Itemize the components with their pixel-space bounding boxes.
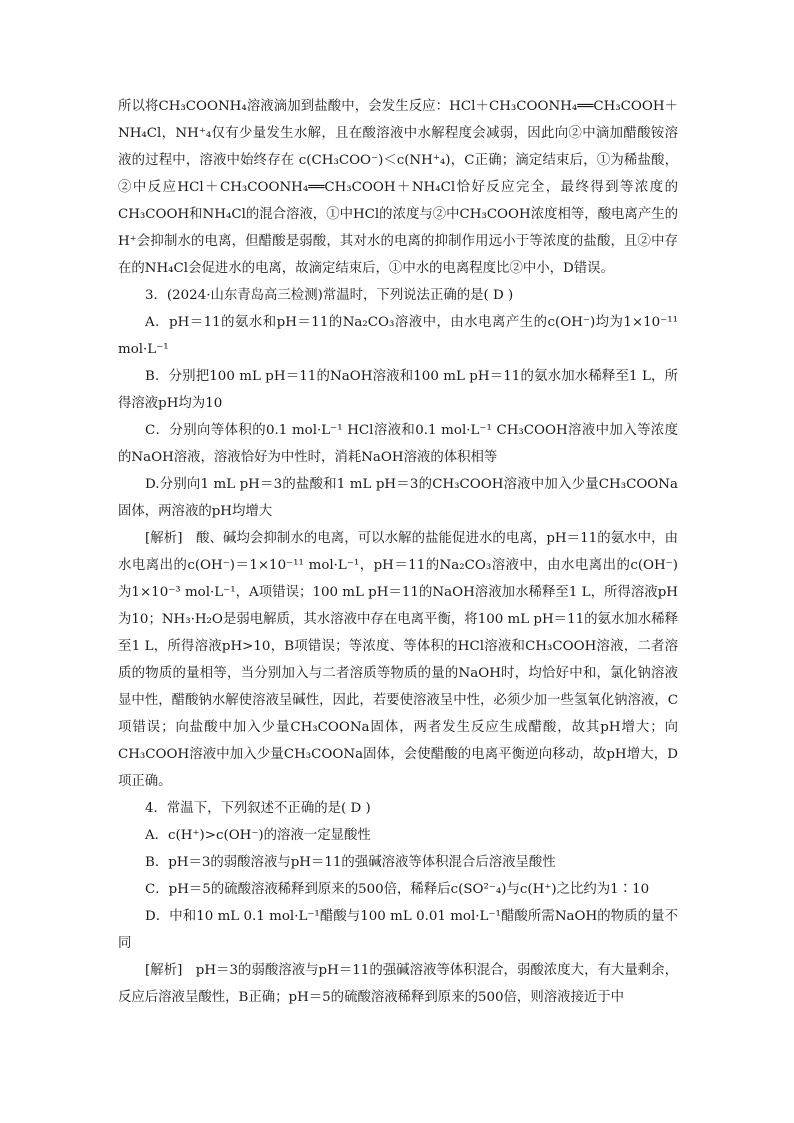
question-3-stem: 3．(2024·山东青岛高三检测)常温时，下列说法正确的是( D ) bbox=[145, 288, 514, 303]
question-3-option-c: C．分别向等体积的0.1 mol·L⁻¹ HCl溶液和0.1 mol·L⁻¹ CH₃COOH溶液中加入等浓度的NaOH溶液，溶液恰好为中性时，消耗NaOH溶液的体积相等 bbox=[118, 423, 678, 465]
question-4-option-b: B．pH＝3的弱酸溶液与pH＝11的强碱溶液等体积混合后溶液呈酸性 bbox=[145, 855, 556, 870]
question-4-option-d: D．中和10 mL 0.1 mol·L⁻¹醋酸与100 mL 0.01 mol·L⁻¹醋酸所需NaOH的物质的量不同 bbox=[118, 909, 678, 951]
question-3-option-d: D.分别向1 mL pH＝3的盐酸和1 mL pH＝3的CH₃COOH溶液中加入少量CH₃COONa固体，两溶液的pH均增大 bbox=[118, 477, 678, 519]
question-4-analysis: [解析] pH＝3的弱酸溶液与pH＝11的强碱溶液等体积混合，弱酸浓度大，有大量剩余，反应后溶液呈酸性，B正确；pH＝5的硫酸溶液稀释到原来的500倍，则溶液接近于中 bbox=[118, 963, 678, 1005]
question-4-option-c: C．pH＝5的硫酸溶液稀释到原来的500倍，稀释后c(SO²⁻₄)与c(H⁺)之比约为1∶10 bbox=[145, 882, 650, 897]
question-3-option-b: B．分别把100 mL pH＝11的NaOH溶液和100 mL pH＝11的氨水加水稀释至1 L，所得溶液pH均为10 bbox=[118, 369, 678, 411]
question-4-stem: 4．常温下，下列叙述不正确的是( D ) bbox=[145, 801, 371, 816]
question-3-option-a: A．pH＝11的氨水和pH＝11的Na₂CO₃溶液中，由水电离产生的c(OH⁻)均为1×10⁻¹¹ mol·L⁻¹ bbox=[118, 315, 678, 357]
continued-analysis-paragraph: 所以将CH₃COONH₄溶液滴加到盐酸中，会发生反应：HCl＋CH₃COONH₄══CH₃COOH＋NH₄Cl，NH⁺₄仅有少量发生水解，且在酸溶液中水解程度会减弱，因此向②中滴加醋酸铵溶液的过程中，溶液中始终存在 c(CH₃COO⁻)＜c(NH⁺₄)，C正确；滴定结束后，①为稀盐酸，②中反应HCl＋CH₃COONH₄══CH₃COOH＋NH₄Cl恰好反应完全，最终得到等浓度的CH₃COOH和NH₄Cl的混合溶液，①中HCl的浓度与②中CH₃COOH浓度相等，酸电离产生的H⁺会抑制水的电离，但醋酸是弱酸，其对水的电离的抑制作用远小于等浓度的盐酸，且②中存在的NH₄Cl会促进水的电离，故滴定结束后，①中水的电离程度比②中小，D错误。 bbox=[118, 99, 678, 276]
question-3-analysis: [解析] 酸、碱均会抑制水的电离，可以水解的盐能促进水的电离，pH＝11的氨水中，由水电离出的c(OH⁻)＝1×10⁻¹¹ mol·L⁻¹，pH＝11的Na₂CO₃溶液中，由水电离出的c(OH⁻)为1×10⁻³ mol·L⁻¹，A项错误；100 mL pH＝11的NaOH溶液加水稀释至1 L，所得溶液pH为10；NH₃·H₂O是弱电解质，其水溶液中存在电离平衡，将100 mL pH＝11的氨水加水稀释至1 L，所得溶液pH>10，B项错误；等浓度、等体积的HCl溶液和CH₃COOH溶液，二者溶质的物质的量相等，当分别加入与二者溶质等物质的量的NaOH时，均恰好中和，氯化钠溶液显中性，醋酸钠水解使溶液呈碱性，因此，若要使溶液呈中性，必须少加一些氢氧化钠溶液，C项错误；向盐酸中加入少量CH₃COONa固体，两者发生反应生成醋酸，故其pH增大；向CH₃COOH溶液中加入少量CH₃COONa固体，会使醋酸的电离平衡逆向移动，故pH增大，D项正确。 bbox=[118, 531, 678, 789]
document-body bbox=[118, 93, 678, 1011]
question-4-option-a: A．c(H⁺)>c(OH⁻)的溶液一定显酸性 bbox=[145, 828, 371, 843]
